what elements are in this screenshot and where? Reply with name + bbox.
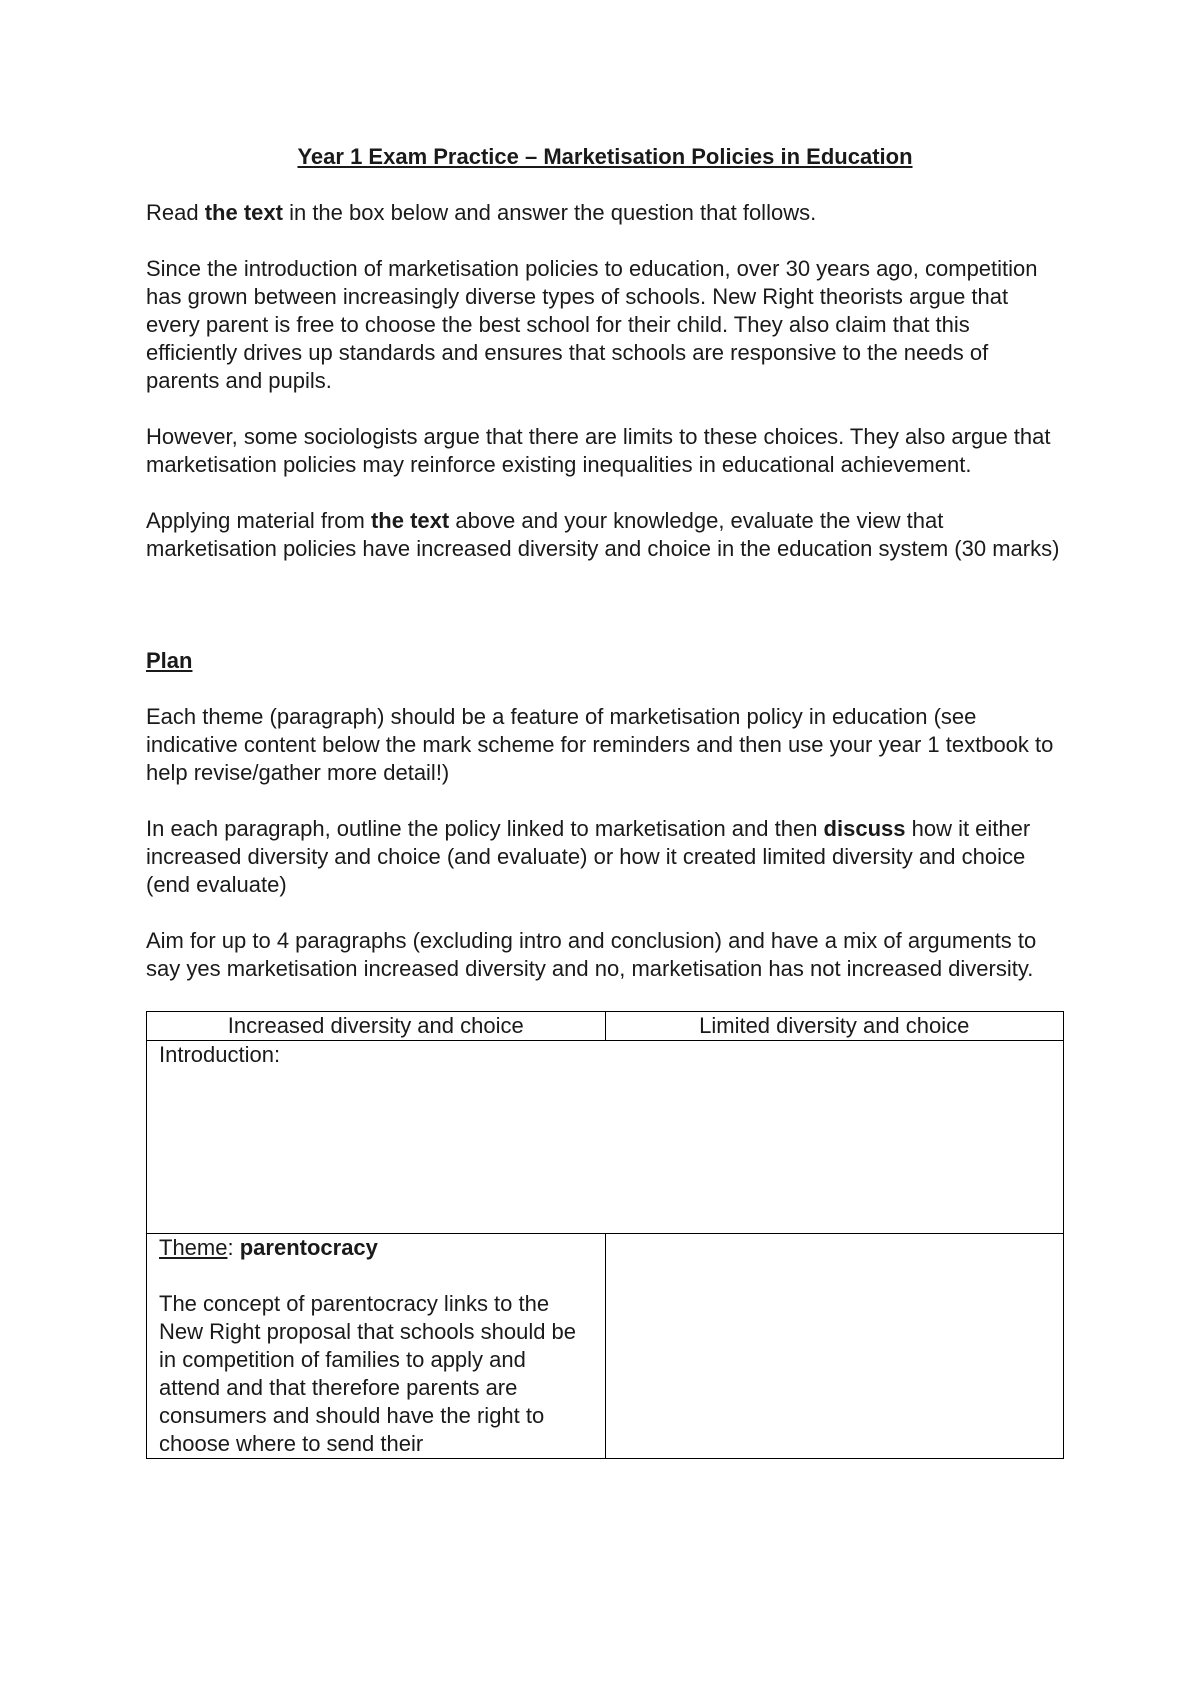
instruction-text <box>146 199 1064 227</box>
col-header-increased: Increased diversity and choice <box>147 1012 606 1041</box>
plan-paragraph-2 <box>146 815 1064 899</box>
document-title: Year 1 Exam Practice – Marketisation Policies in Education <box>297 144 913 169</box>
table-header-row <box>147 1012 1064 1041</box>
exam-question <box>146 507 1064 563</box>
source-paragraph-2: However, some sociologists argue that there are limits to these choices. They also argue that marketisation policies may reinforce existing inequalities in educational achievement. <box>146 424 1051 477</box>
instruction-post: in the box below and answer the question that follows. <box>282 200 817 225</box>
source-paragraph-1: Since the introduction of marketisation policies to education, over 30 years ago, competition has grown between increasingly diverse types of schools. New Right theorists argue that every parent is free to choose the best school for their child. They also claim that this efficiently drives up standards and ensures that schools are responsive to the needs of parents and pupils. <box>146 256 1038 393</box>
theme-content <box>159 1234 593 1458</box>
plan-paragraph-3: Aim for up to 4 paragraphs (excluding intro and conclusion) and have a mix of arguments to say yes marketisation increased diversity and no, marketisation has not increased diversity. <box>146 928 1037 981</box>
theme-cell-limited[interactable] <box>605 1234 1064 1459</box>
plan-para2-pre: In each paragraph, outline the policy linked to marketisation and then <box>146 816 824 841</box>
question-bold: the text <box>370 508 450 533</box>
table-row <box>147 1234 1064 1459</box>
document-page <box>146 143 1064 1459</box>
question-post: above and your knowledge, evaluate the view that marketisation policies have increased diversity and choice in the education system (30 marks) <box>146 508 1060 561</box>
theme-name: parentocracy <box>239 1235 378 1260</box>
plan-paragraph-1: Each theme (paragraph) should be a feature of marketisation policy in education (see indicative content below the mark scheme for reminders and then use your year 1 textbook to help revise/gather more detail!) <box>146 704 1054 785</box>
theme-separator: : <box>227 1235 240 1260</box>
instruction-pre: Read <box>146 200 205 225</box>
col-header-limited: Limited diversity and choice <box>605 1012 1064 1041</box>
theme-cell-increased[interactable] <box>147 1234 606 1459</box>
question-pre: Applying material from <box>146 508 371 533</box>
introduction-label: Introduction: <box>159 1042 281 1067</box>
plan-para2-bold: discuss <box>823 816 906 841</box>
plan-heading: Plan <box>146 648 193 673</box>
theme-title <box>159 1234 593 1262</box>
plan-table <box>146 1011 1064 1459</box>
theme-label: Theme <box>159 1235 228 1260</box>
plan-para2-post: how it either increased diversity and choice (and evaluate) or how it created limited diversity and choice (end evaluate) <box>146 816 1031 897</box>
instruction-bold: the text <box>204 200 283 225</box>
theme-description: The concept of parentocracy links to the New Right proposal that schools should be in competition of families to apply and attend and that therefore parents are consumers and should have the right to choose where to send their <box>159 1291 577 1456</box>
introduction-cell[interactable] <box>147 1041 1064 1234</box>
table-row <box>147 1041 1064 1234</box>
